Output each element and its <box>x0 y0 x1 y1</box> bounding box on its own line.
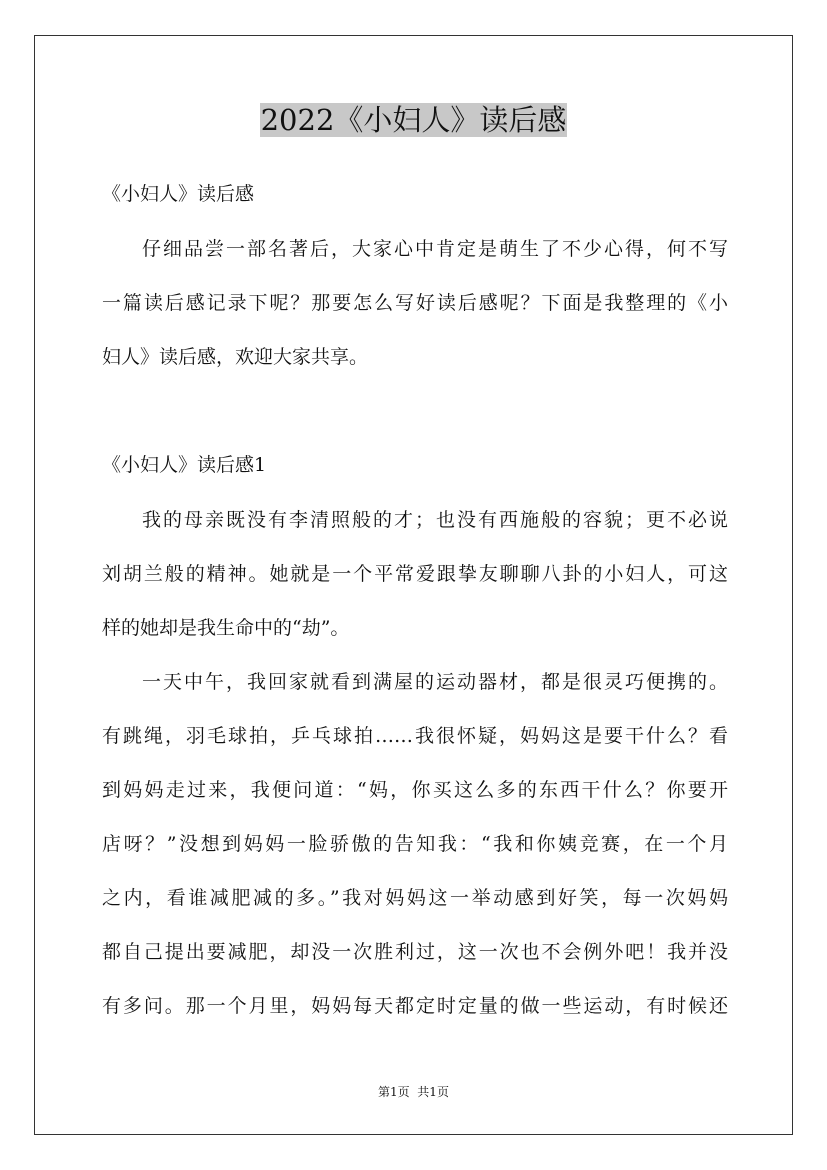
paragraph-line: 都自己提出要减肥，却没一次胜利过，这一次也不会例外吧！我并没 <box>102 941 728 963</box>
document-title-text: 2022《小妇人》读后感 <box>260 103 567 137</box>
section-heading: 《小妇人》读后感1 <box>102 454 267 476</box>
paragraph-line: 之内，看谁减肥减的多。”我对妈妈这一举动感到好笑，每一次妈妈 <box>102 887 728 909</box>
paragraph-line: 一篇读后感记录下呢？那要怎么写好读后感呢？下面是我整理的《小 <box>102 292 728 314</box>
paragraph-line: 我的母亲既没有李清照般的才；也没有西施般的容貌；更不必说 <box>142 509 728 531</box>
paragraph-line: 妇人》读后感，欢迎大家共享。 <box>102 346 369 368</box>
paragraph-line: 仔细品尝一部名著后，大家心中肯定是萌生了不少心得，何不写 <box>142 238 728 260</box>
document-title <box>0 100 827 140</box>
paragraph-line: 有跳绳，羽毛球拍，乒乓球拍……我很怀疑，妈妈这是要干什么？看 <box>102 725 728 747</box>
paragraph-line: 店呀？”没想到妈妈一脸骄傲的告知我：“我和你姨竞赛，在一个月 <box>102 833 728 855</box>
page-footer: 第1页 共1页 <box>378 1085 449 1099</box>
paragraph-line: 刘胡兰般的精神。她就是一个平常爱跟挚友聊聊八卦的小妇人，可这 <box>102 563 728 585</box>
section-heading: 《小妇人》读后感 <box>102 183 255 205</box>
paragraph-line: 一天中午，我回家就看到满屋的运动器材，都是很灵巧便携的。 <box>142 671 728 693</box>
paragraph-line: 到妈妈走过来，我便问道：“妈，你买这么多的东西干什么？你要开 <box>102 779 728 801</box>
paragraph-line: 有多问。那一个月里，妈妈每天都定时定量的做一些运动，有时候还 <box>102 995 728 1017</box>
paragraph-line: 样的她却是我生命中的“劫”。 <box>102 617 350 639</box>
